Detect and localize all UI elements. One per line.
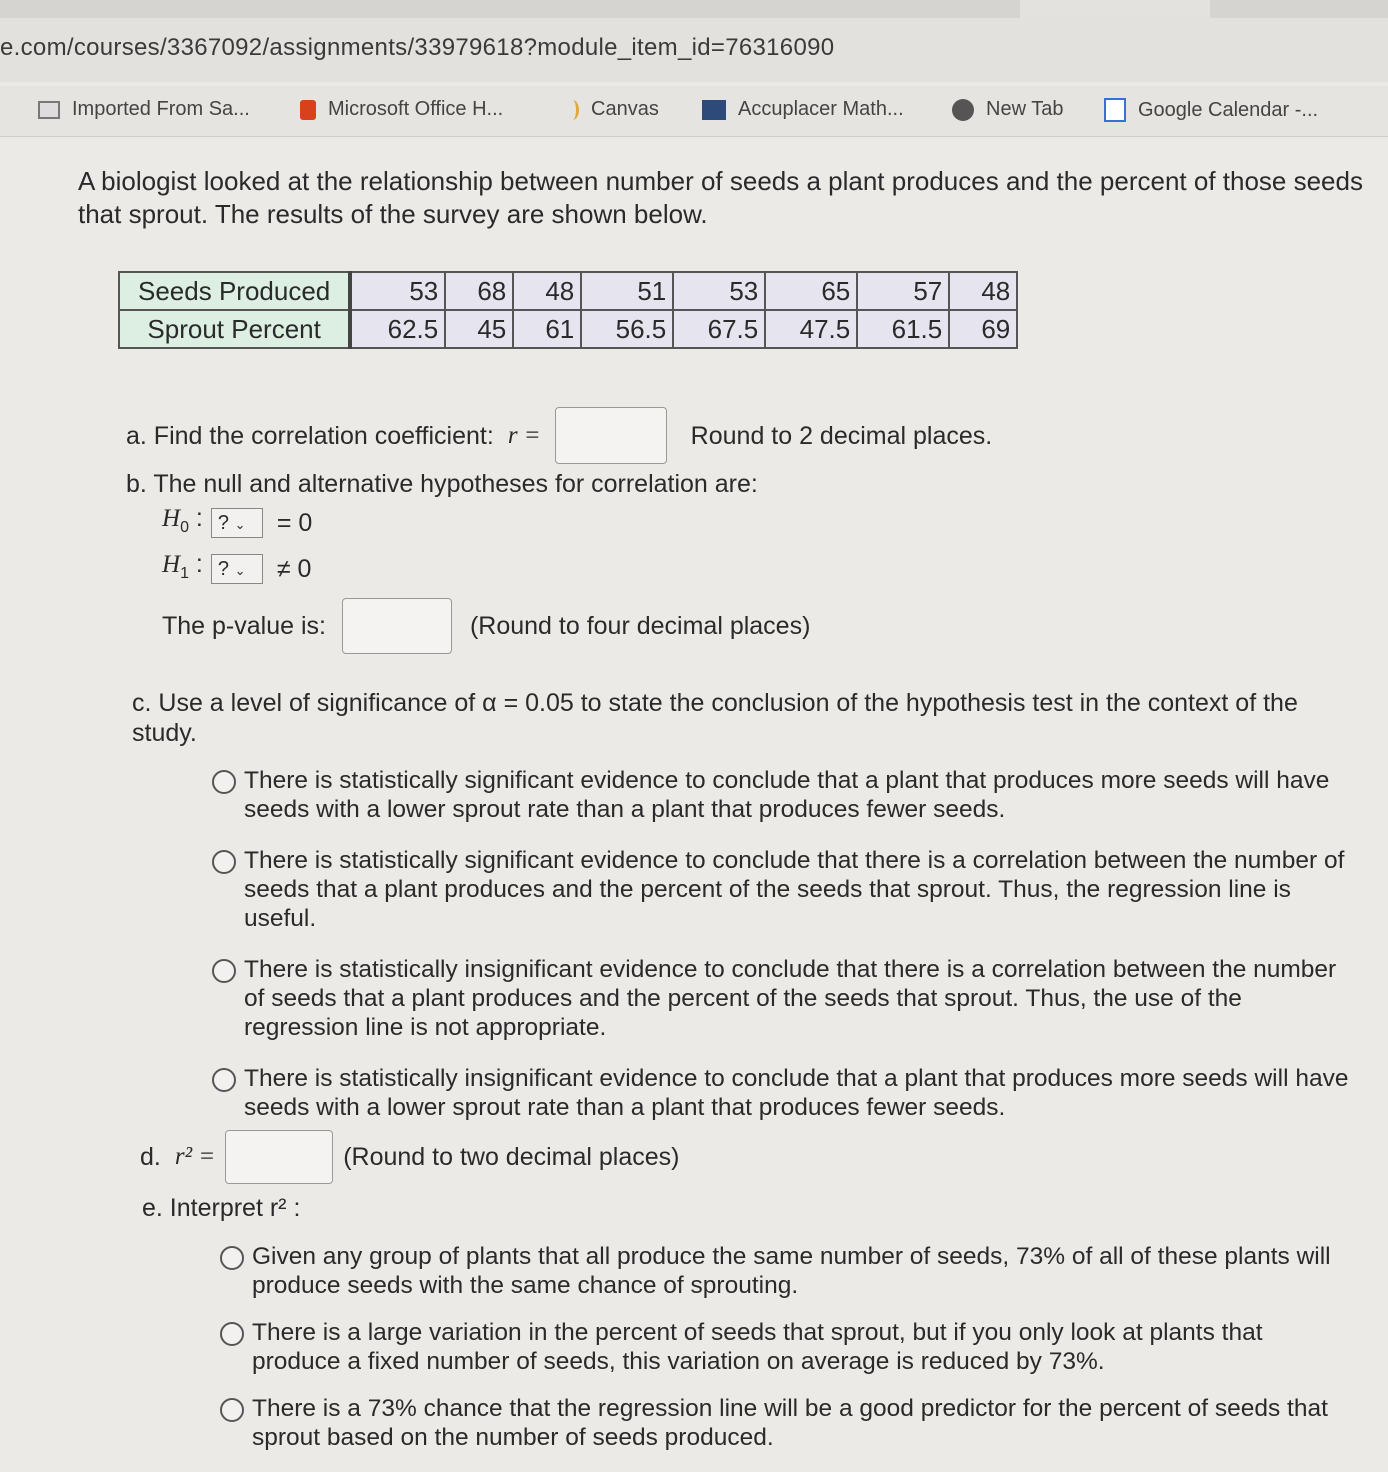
bookmark-label: Canvas [591,98,659,120]
bookmark-label: Imported From Sa... [72,98,250,120]
h1-relation: ≠ 0 [276,555,312,583]
h1-row [162,548,1388,590]
table-cell: 61.5 [857,310,949,348]
h1-select-value: ? [217,558,229,580]
radio-c-4[interactable] [212,1068,236,1092]
table-cell: 53 [673,272,765,310]
option-c-4[interactable]: There is statistically insignificant evidence to conclude that a plant that produces more seeds will have seeds with a lower sprout rate than a plant that produces fewer seeds. [244,1065,1349,1121]
url-text[interactable]: e.com/courses/3367092/assignments/33979618?module_item_id=76316090 [0,34,835,61]
option-row-e-1[interactable] [220,1242,1350,1300]
option-c-3[interactable]: There is statistically insignificant evidence to conclude that there is a correlation between the number of seeds that a plant produces and the percent of the seeds that sprout. Thus, the use of the regression line is not appropriate. [244,956,1337,1041]
table-cell: 67.5 [673,310,765,348]
bookmark-label: Microsoft Office H... [328,98,504,120]
h0-row [162,502,1388,544]
bookmark-label: Google Calendar -... [1138,98,1319,121]
radio-c-1[interactable] [212,770,236,794]
part-e-options [220,1242,1350,1452]
table-cell: 47.5 [765,310,857,348]
option-row-c-4[interactable] [212,1064,1362,1122]
table-row [119,272,1017,310]
option-row-c-2[interactable] [212,846,1362,933]
table-cell: 53 [350,272,445,310]
h0-sub: 0 [180,519,189,536]
r-squared-input[interactable] [225,1130,333,1184]
table-cell: 48 [949,272,1017,310]
h0-select[interactable] [211,508,263,538]
option-e-2[interactable]: There is a large variation in the percent of seeds that sprout, but if you only look at plants that produce a fixed number of seeds, this variation on average is reduced by 73%. [252,1319,1263,1375]
bookmark-google-calendar[interactable] [1104,98,1318,122]
table-cell: 48 [513,272,581,310]
bookmark-label: New Tab [986,98,1064,120]
table-cell: 57 [857,272,949,310]
part-a-label: a. Find the correlation coefficient: [126,421,494,450]
bookmark-office[interactable] [300,98,503,121]
part-c-label [132,688,1362,748]
r-squared-variable: r² = [174,1143,216,1170]
table-cell: 51 [581,272,673,310]
part-e-label: e. Interpret r² : [142,1194,301,1222]
table-cell: 45 [445,310,513,348]
bookmark-label: Accuplacer Math... [738,98,904,120]
office-icon [300,100,316,120]
option-c-1[interactable]: There is statistically significant evidence to conclude that a plant that produces more seeds will have seeds with a lower sprout rate than a plant that produces fewer seeds. [244,767,1330,823]
part-d-hint: (Round to two decimal places) [343,1143,680,1171]
question-intro: A biologist looked at the relationship between number of seeds a plant produces and the percent of those seeds that sprout. The results of the survey are shown below. [78,166,1363,229]
row-header: Sprout Percent [119,310,350,348]
folder-icon [38,101,60,119]
part-b-label: b. The null and alternative hypotheses for correlation are: [126,470,758,498]
option-c-2[interactable]: There is statistically significant evidence to conclude that there is a correlation between the number of seeds that a plant produces and the percent of the seeds that sprout. Thus, the regression line is useful. [244,847,1345,932]
h1-label: $H_1$ : [162,550,203,582]
pvalue-label: The p-value is: [162,612,326,640]
tab-strip [0,0,1388,18]
h1-var: H [162,551,181,578]
pvalue-hint: (Round to four decimal places) [469,612,811,640]
radio-e-2[interactable] [220,1322,244,1346]
table-row [119,310,1017,348]
pvalue-row [162,598,1388,654]
assignment-content [0,137,1388,1472]
table-cell: 56.5 [581,310,673,348]
option-row-c-3[interactable] [212,955,1362,1042]
part-c-label-text: c. Use a level of significance of α = 0.05 to state the conclusion of the hypothesis test in the context [132,689,1229,717]
h1-sub: 1 [180,565,189,582]
part-d [140,1130,1388,1184]
h1-select[interactable] [211,554,263,584]
option-row-c-1[interactable] [212,766,1362,824]
bookmark-accuplacer[interactable] [702,98,904,121]
bookmark-imported[interactable] [38,98,250,121]
globe-icon [952,99,974,121]
tab-gap [1020,0,1210,18]
part-c-label-cont: of the study. [132,689,1298,747]
radio-e-1[interactable] [220,1246,244,1270]
option-e-3[interactable]: There is a 73% chance that the regression line will be a good predictor for the percent of seeds that sprout based on the number of seeds produced. [252,1395,1328,1451]
bookmark-new-tab[interactable] [952,98,1063,121]
chevron-down-icon: ⌄ [234,563,246,578]
h0-select-value: ? [217,512,229,534]
part-c-options [212,766,1362,1122]
pvalue-input[interactable] [342,598,452,654]
bookmark-canvas[interactable] [566,98,659,121]
table-cell: 62.5 [350,310,445,348]
chevron-down-icon: ⌄ [234,517,246,532]
radio-c-2[interactable] [212,850,236,874]
table-cell: 68 [445,272,513,310]
r-variable: r = [507,421,541,449]
option-row-e-2[interactable] [220,1318,1350,1376]
correlation-input[interactable] [555,407,667,464]
calendar-icon [1104,98,1126,122]
part-d-label: d. [140,1143,161,1171]
data-table [118,271,1018,349]
table-cell: 65 [765,272,857,310]
table-cell: 69 [949,310,1017,348]
option-e-1[interactable]: Given any group of plants that all produce the same number of seeds, 73% of all of these plants will produce seeds with the same chance of sprouting. [252,1243,1331,1299]
radio-c-3[interactable] [212,959,236,983]
h0-label: $H_0$ : [162,504,203,536]
row-header: Seeds Produced [119,272,350,310]
h0-relation: = 0 [276,509,313,537]
canvas-icon [566,100,579,120]
bookmarks-bar [0,86,1388,137]
h0-var: H [162,505,181,532]
table-cell: 61 [513,310,581,348]
part-a [126,407,1388,464]
accuplacer-icon [702,100,726,120]
option-row-e-3[interactable] [220,1394,1350,1452]
part-a-hint: Round to 2 decimal places. [690,421,993,450]
radio-e-3[interactable] [220,1398,244,1422]
